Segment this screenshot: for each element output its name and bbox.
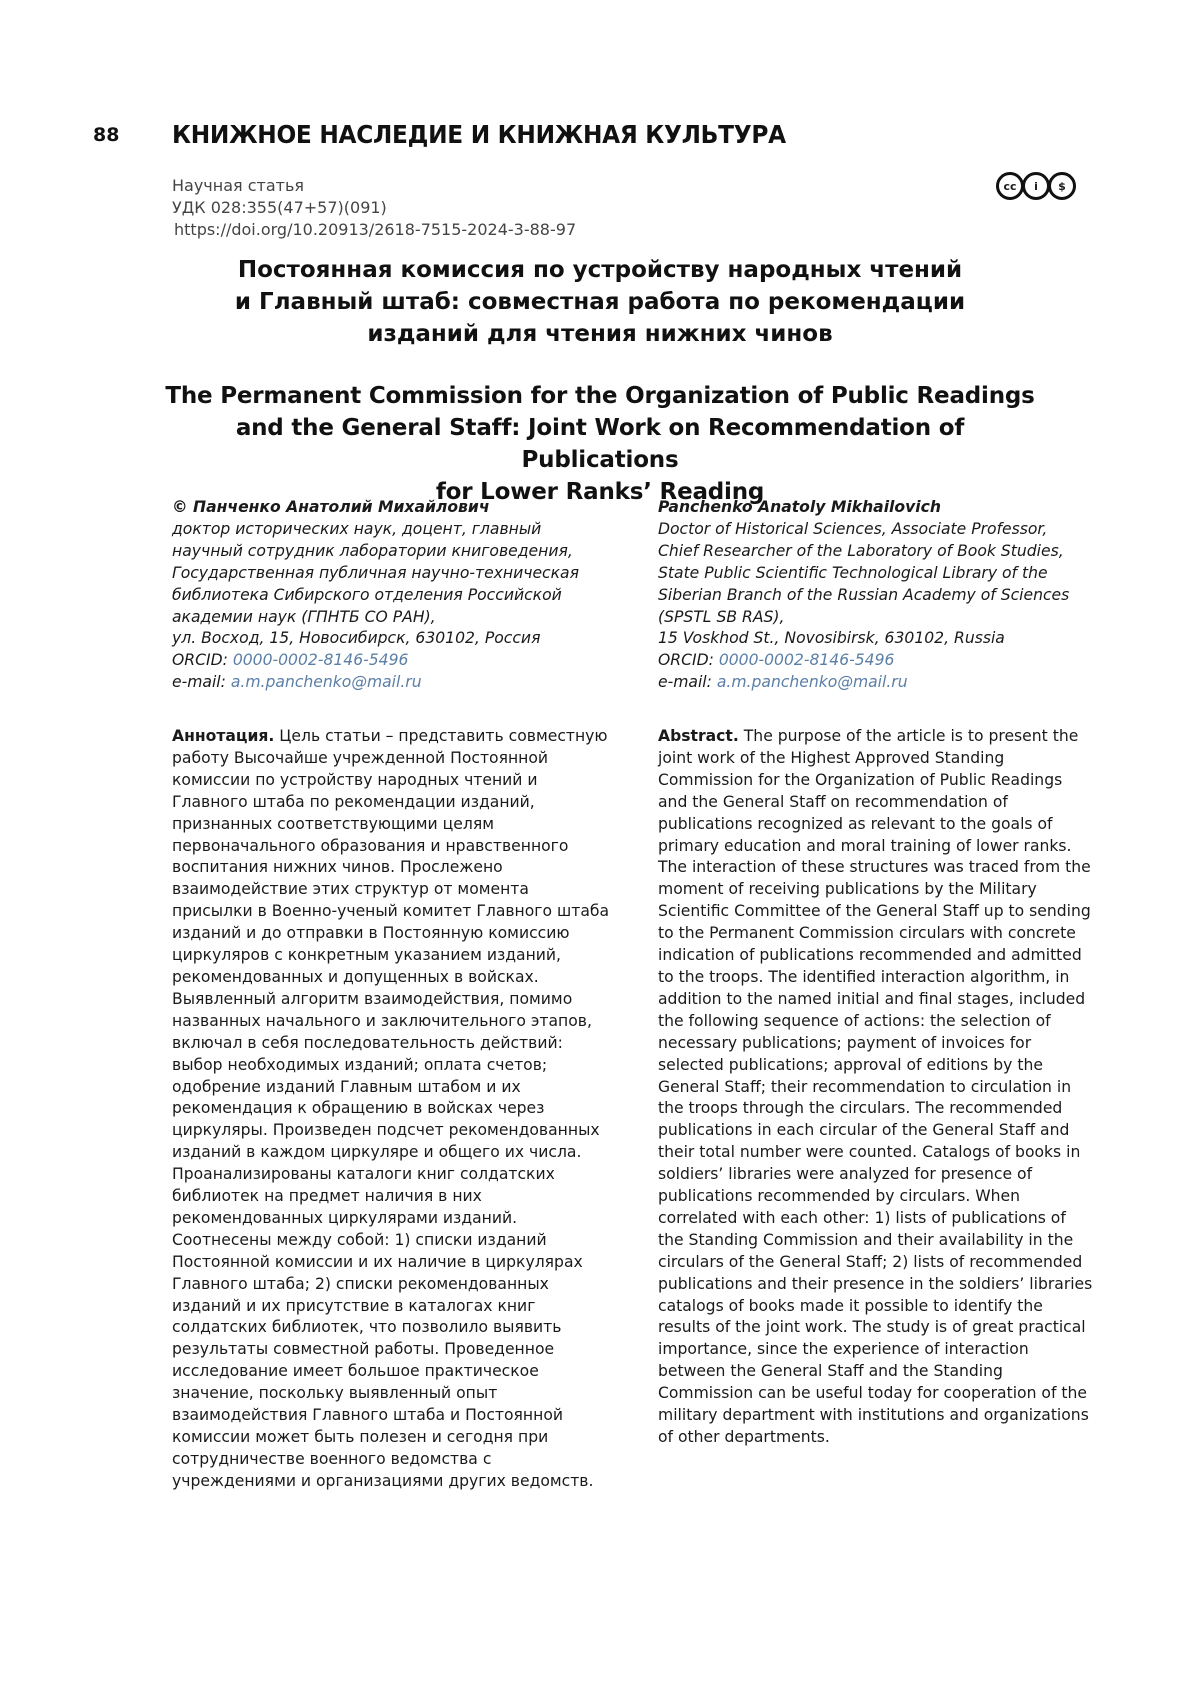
nc-icon: $ xyxy=(1048,172,1076,200)
affiliation-line: научный сотрудник лаборатории книговедения, xyxy=(172,541,612,563)
author-name: Panchenko Anatoly Mikhailovich xyxy=(658,497,1094,519)
udc-code: УДК 028:355(47+57)(091) xyxy=(172,197,576,219)
title-russian xyxy=(172,254,1028,350)
title-ru-line: и Главный штаб: совместная работа по рекомендации xyxy=(172,286,1028,318)
abstract-label: Аннотация. xyxy=(172,727,274,745)
address-line: 15 Voskhod St., Novosibirsk, 630102, Russia xyxy=(658,628,1094,650)
author-name: © Панченко Анатолий Михайлович xyxy=(172,497,612,519)
orcid-label: ORCID: xyxy=(658,651,719,669)
address-line: ул. Восход, 15, Новосибирск, 630102, Россия xyxy=(172,628,612,650)
affiliation-line: State Public Scientific Technological Library of the xyxy=(658,563,1094,585)
affiliation-line: академии наук (ГПНТБ СО РАН), xyxy=(172,607,612,629)
email-row xyxy=(658,672,1094,694)
article-type: Научная статья xyxy=(172,175,576,197)
title-en-line: and the General Staff: Joint Work on Recommendation of Publications xyxy=(160,412,1040,476)
orcid-row xyxy=(658,650,1094,672)
page-number: 88 xyxy=(93,124,119,146)
abstract-ru xyxy=(172,726,612,1493)
abstract-label: Abstract. xyxy=(658,727,739,745)
author-info-en xyxy=(658,497,1094,694)
email-label: e-mail: xyxy=(172,673,231,691)
journal-title: КНИЖНОЕ НАСЛЕДИЕ И КНИЖНАЯ КУЛЬТУРА xyxy=(172,120,786,149)
abstract-en xyxy=(658,726,1094,1449)
title-en-line: for Lower Ranks’ Reading xyxy=(160,476,1040,508)
cc-icon: cc xyxy=(996,172,1024,200)
email-link[interactable]: a.m.panchenko@mail.ru xyxy=(231,673,422,691)
article-meta xyxy=(172,175,576,241)
title-english xyxy=(160,380,1040,508)
email-row xyxy=(172,672,612,694)
title-ru-line: изданий для чтения нижних чинов xyxy=(172,318,1028,350)
email-label: e-mail: xyxy=(658,673,717,691)
abstract-text: The purpose of the article is to present the joint work of the Highest Approved Standing Commission for the Organization of Public Readings and the General Staff on recommendation of publications recognized as relevant to the goals of primary education and moral training of lower ranks. The interaction of these structures was traced from the moment of receiving publications by the Military Scientific Committee of the General Staff up to sending to the Permanent Commission circulars with concrete indication of publications recommended and admitted to the troops. The identified interaction algorithm, in addition to the named initial and final stages, included the following sequence of actions: the selection of necessary publications; payment of invoices for selected publications; approval of editions by the General Staff; their recommendation to circulation in the troops through the circulars. The recommended publications in each circular of the General Staff and their total number were counted. Catalogs of books in soldiers’ libraries were analyzed for presence of publications recommended by circulars. When correlated with each other: 1) lists of publications of the Standing Commission and their availability in the circulars of the General Staff; 2) lists of recommended publications and their presence in the soldiers’ libraries catalogs of books made it possible to identify the results of the joint work. The study is of great practical importance, since the experience of interaction between the General Staff and the Standing Commission can be useful today for cooperation of the military department with institutions and organizations of other departments. xyxy=(658,727,1092,1446)
affiliation-line: доктор исторических наук, доцент, главный xyxy=(172,519,612,541)
affiliation-line: Chief Researcher of the Laboratory of Book Studies, xyxy=(658,541,1094,563)
affiliation-line: Doctor of Historical Sciences, Associate Professor, xyxy=(658,519,1094,541)
affiliation-line: библиотека Сибирского отделения Российской xyxy=(172,585,612,607)
affiliation-line: Государственная публичная научно-техническая xyxy=(172,563,612,585)
orcid-link[interactable]: 0000-0002-8146-5496 xyxy=(233,651,409,669)
orcid-label: ORCID: xyxy=(172,651,233,669)
title-ru-line: Постоянная комиссия по устройству народных чтений xyxy=(172,254,1028,286)
orcid-row xyxy=(172,650,612,672)
license-badges[interactable] xyxy=(996,172,1074,200)
email-link[interactable]: a.m.panchenko@mail.ru xyxy=(717,673,908,691)
author-info-ru xyxy=(172,497,612,694)
abstract-text: Цель статьи – представить совместную работу Высочайше учрежденной Постоянной комиссии по устройству народных чтений и Главного штаба по рекомендации изданий, признанных соответствующими целям первоначального образования и нравственного воспитания нижних чинов. Прослежено взаимодействие этих структур от момента присылки в Военно-ученый комитет Главного штаба изданий и до отправки в Постоянную комиссию циркуляров с конкретным указанием изданий, рекомендованных и допущенных в войсках. Выявленный алгоритм взаимодействия, помимо названных начального и заключительного этапов, включал в себя последовательность действий: выбор необходимых изданий; оплата счетов; одобрение изданий Главным штабом и их рекомендация к обращению в войсках через циркуляры. Произведен подсчет рекомендованных изданий в каждом циркуляре и общего их числа. Проанализированы каталоги книг солдатских библиотек на предмет наличия в них рекомендованных циркулярами изданий. Соотнесены между собой: 1) списки изданий Постоянной комиссии и их наличие в циркулярах Главного штаба; 2) списки рекомендованных изданий и их присутствие в каталогах книг солдатских библиотек, что позволило выявить результаты совместной работы. Проведенное исследование имеет большое практическое значение, поскольку выявленный опыт взаимодействия Главного штаба и Постоянной комиссии может быть полезен и сегодня при сотрудничестве военного ведомства с учреждениями и организациями других ведомств. xyxy=(172,727,609,1490)
doi-link[interactable]: https://doi.org/10.20913/2618-7515-2024-3-88-97 xyxy=(172,219,576,241)
affiliation-line: Siberian Branch of the Russian Academy of Sciences xyxy=(658,585,1094,607)
title-en-line: The Permanent Commission for the Organization of Public Readings xyxy=(160,380,1040,412)
orcid-link[interactable]: 0000-0002-8146-5496 xyxy=(719,651,895,669)
affiliation-line: (SPSTL SB RAS), xyxy=(658,607,1094,629)
by-icon: i xyxy=(1022,172,1050,200)
